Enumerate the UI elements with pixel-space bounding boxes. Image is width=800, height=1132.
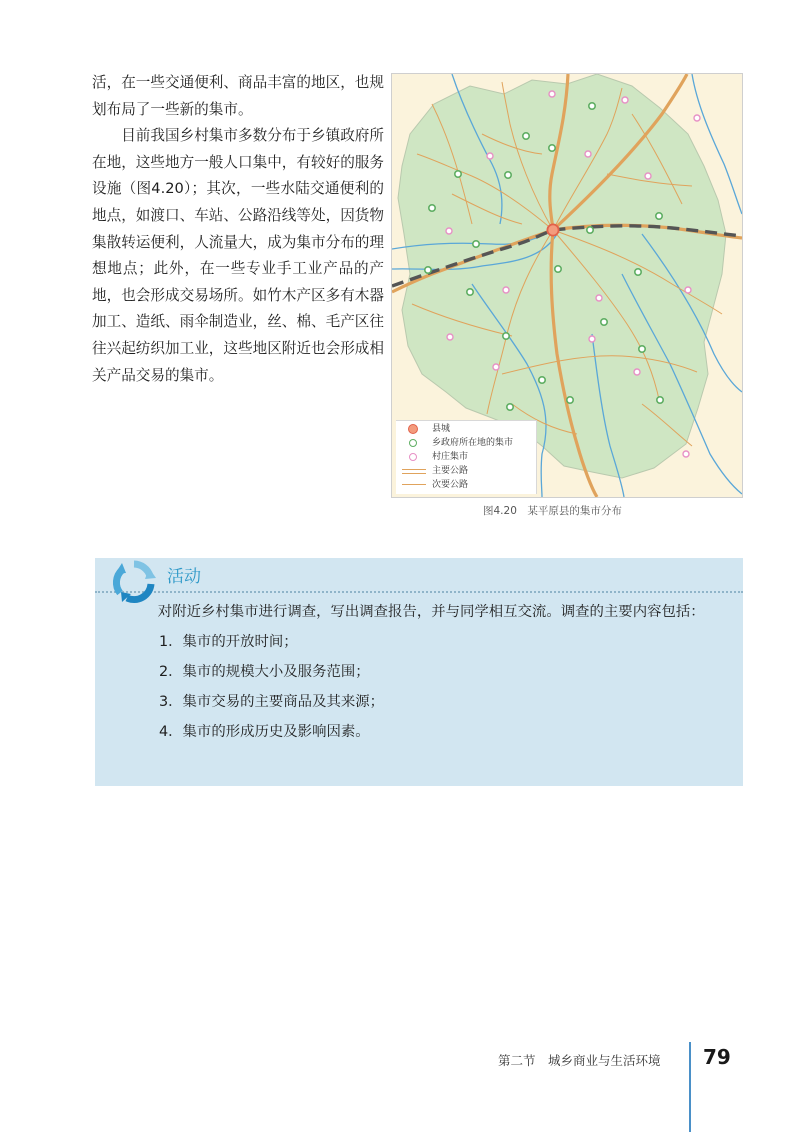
- paragraph-2: 目前我国乡村集市多数分布于乡镇政府所在地，这些地方一般人口集中，有较好的服务设施（图4.20）；其次，一些水陆交通便利的地点，如渡口、车站、公路沿线等处，因货物集散转运便利，人流量大，成为集市分布的理想地点；此外，在一些专业手工业产品的产地，也会形成交易场所。如竹木产区多有木器加工、造纸、雨伞制造业，丝、棉、毛产区往往兴起纺织加工业，这些地区附近也会形成相关产品交易的集市。: [92, 127, 384, 384]
- town-market-symbol: [455, 171, 461, 177]
- main-road-icon: [402, 469, 426, 474]
- town-market-symbol: [635, 269, 641, 275]
- activity-item: 2．集市的规模大小及服务范围；: [159, 664, 370, 680]
- county-seat-symbol: [547, 224, 558, 235]
- village-market-symbol: [585, 151, 591, 157]
- town-market-symbol: [429, 205, 435, 211]
- village-market-symbol: [589, 336, 595, 342]
- legend-village-market: 村庄集市: [402, 451, 468, 463]
- legend-town-market: 乡政府所在地的集市: [402, 437, 513, 449]
- minor-road-icon: [402, 484, 426, 485]
- town-market-symbol: [503, 333, 509, 339]
- town-market-symbol: [505, 172, 511, 178]
- map-legend: [396, 420, 537, 494]
- town-market-symbol: [589, 103, 595, 109]
- town-market-symbol: [657, 397, 663, 403]
- activity-title: 活动: [167, 567, 201, 587]
- legend-county: 县城: [402, 423, 450, 435]
- town-market-symbol: [549, 145, 555, 151]
- village-market-symbol: [447, 334, 453, 340]
- town-market-symbol: [539, 377, 545, 383]
- town-market-icon: [409, 439, 417, 447]
- town-market-symbol: [656, 213, 662, 219]
- town-market-symbol: [425, 267, 431, 273]
- page-number: 79: [703, 1045, 731, 1069]
- village-market-symbol: [634, 369, 640, 375]
- town-market-symbol: [601, 319, 607, 325]
- village-market-symbol: [694, 115, 700, 121]
- county-seat: [547, 224, 558, 235]
- village-market-symbol: [645, 173, 651, 179]
- town-market-symbol: [555, 266, 561, 272]
- footer-divider: [689, 1042, 691, 1132]
- village-market-symbol: [622, 97, 628, 103]
- activity-item: 4．集市的形成历史及影响因素。: [159, 724, 370, 740]
- activity-cycle-icon: [109, 558, 159, 604]
- activity-intro: 对附近乡村集市进行调查，写出调查报告，并与同学相互交流。调查的主要内容包括：: [157, 604, 705, 620]
- village-market-symbol: [493, 364, 499, 370]
- town-market-symbol: [467, 289, 473, 295]
- town-market-symbol: [473, 241, 479, 247]
- legend-main-road: 主要公路: [402, 465, 468, 477]
- activity-item: 3．集市交易的主要商品及其来源；: [159, 694, 385, 710]
- village-market-symbol: [503, 287, 509, 293]
- market-distribution-map: [391, 73, 743, 498]
- village-market-symbol: [446, 228, 452, 234]
- town-market-symbol: [587, 227, 593, 233]
- village-market-symbol: [683, 451, 689, 457]
- village-market-symbol: [487, 153, 493, 159]
- legend-minor-road: 次要公路: [402, 479, 468, 491]
- figure-caption: 图4.20 某平原县的集市分布: [483, 505, 622, 517]
- body-text: [92, 70, 384, 389]
- county-symbol-icon: [408, 424, 418, 434]
- village-market-symbol: [685, 287, 691, 293]
- village-market-icon: [409, 453, 417, 461]
- town-market-symbol: [507, 404, 513, 410]
- town-market-symbol: [523, 133, 529, 139]
- town-market-symbol: [639, 346, 645, 352]
- activity-box: [95, 558, 743, 786]
- town-market-symbol: [567, 397, 573, 403]
- village-market-symbol: [596, 295, 602, 301]
- activity-content: [129, 600, 719, 745]
- activity-item: 1．集市的开放时间；: [159, 634, 298, 650]
- county-area: [398, 74, 726, 478]
- activity-header: [95, 558, 743, 593]
- village-market-symbol: [549, 91, 555, 97]
- footer-section-title: 第二节 城乡商业与生活环境: [498, 1053, 661, 1068]
- paragraph-1: 活，在一些交通便利、商品丰富的地区，也规划布局了一些新的集市。: [92, 74, 384, 118]
